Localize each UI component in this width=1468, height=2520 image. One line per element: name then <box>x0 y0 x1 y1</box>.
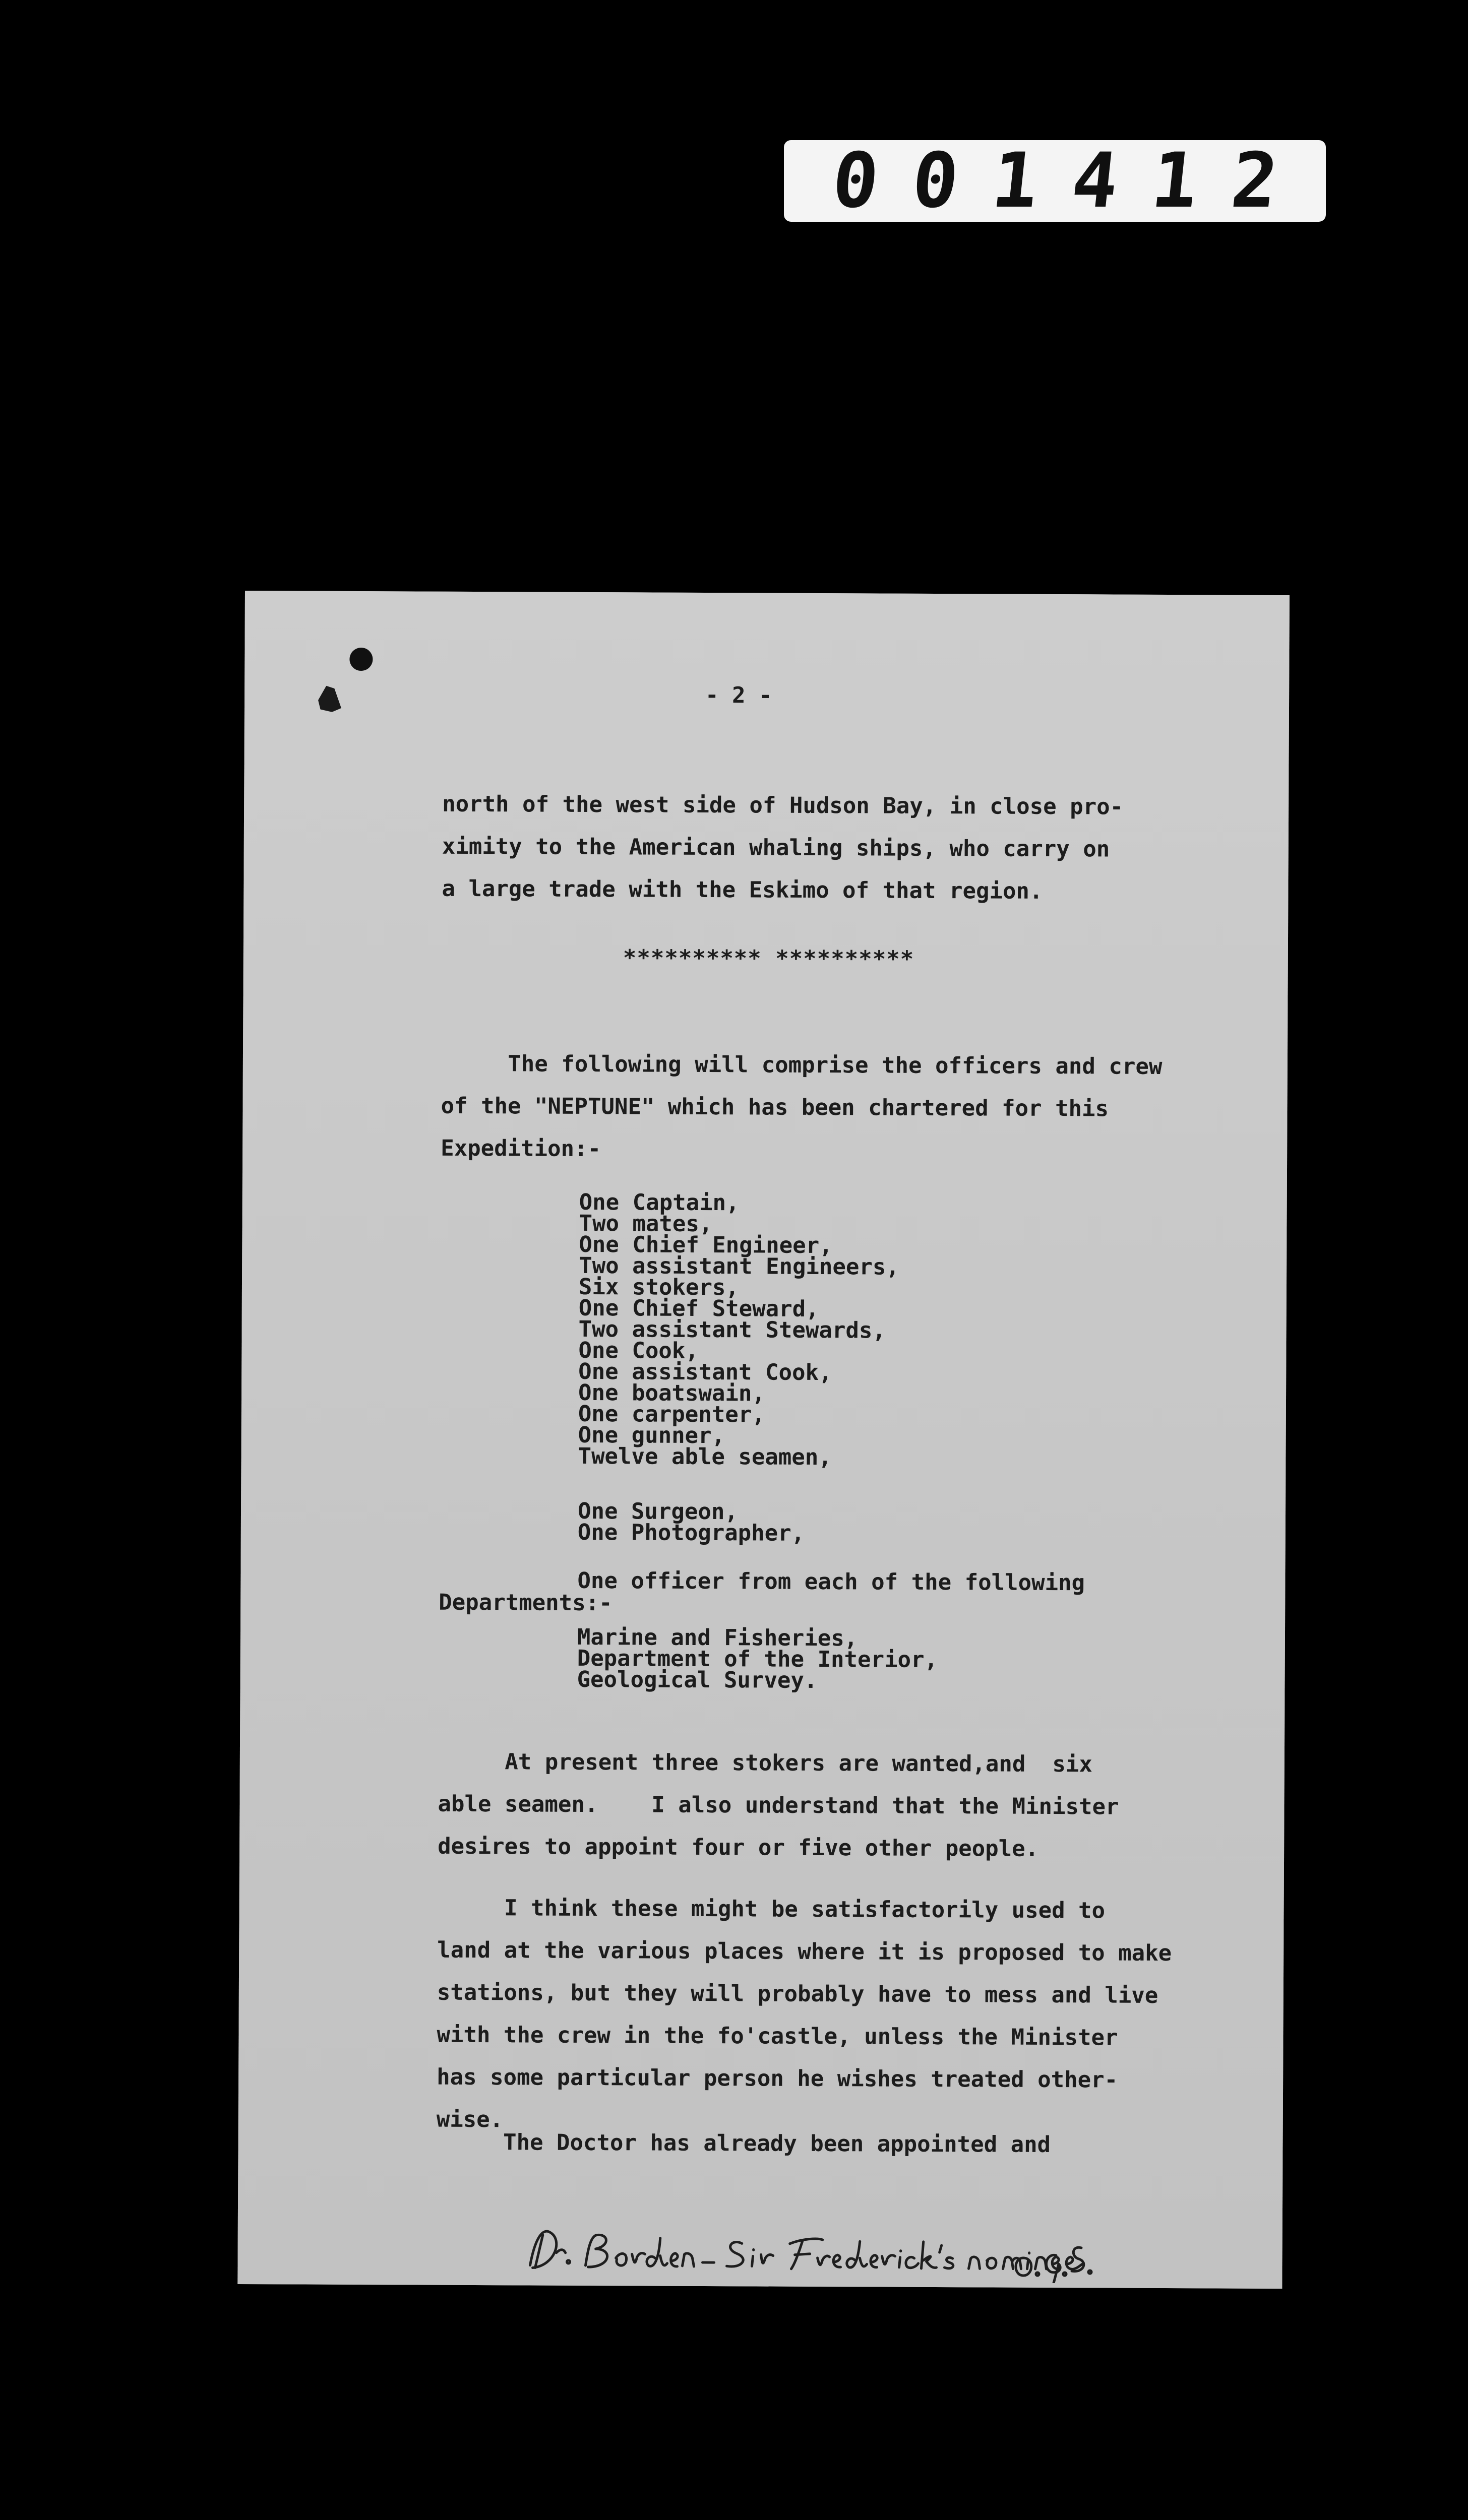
list-item: Two assistant Engineers, <box>579 1252 900 1280</box>
departments-heading: Departments:- <box>439 1589 613 1616</box>
frame-number-label <box>784 137 1326 225</box>
departments-intro-line: One officer from each of the following <box>577 1567 1085 1596</box>
paragraph-line: At present three stokers are wanted,and six <box>438 1748 1092 1778</box>
list-item: Two mates, <box>579 1210 713 1237</box>
list-item: One Chief Engineer, <box>579 1231 833 1259</box>
paragraph-line: has some particular person he wishes treated other- <box>437 2064 1118 2093</box>
punch-hole <box>349 648 373 671</box>
paragraph-line: with the crew in the fo'castle, unless the Minister <box>437 2022 1118 2051</box>
list-item: One carpenter, <box>578 1401 765 1428</box>
staff-list <box>577 1498 805 1546</box>
list-item: Department of the Interior, <box>577 1645 938 1673</box>
ink-mark <box>318 686 341 712</box>
list-item: One Surgeon, <box>577 1498 739 1525</box>
list-item: One gunner, <box>578 1422 725 1449</box>
list-item: Twelve able seamen, <box>578 1443 832 1471</box>
paragraph-line: wise. <box>436 2106 504 2133</box>
paragraph-3 <box>438 1741 1119 1871</box>
list-item: Marine and Fisheries, <box>577 1624 858 1652</box>
document-page <box>237 591 1290 2289</box>
list-item: One Captain, <box>579 1189 740 1216</box>
departments-intro <box>439 1569 1085 1617</box>
list-item: Six stokers, <box>578 1274 739 1301</box>
paragraph-line: a large trade with the Eskimo of that region. <box>442 875 1043 904</box>
list-item: One Photographer, <box>577 1519 805 1546</box>
list-item: One Cook, <box>578 1337 699 1364</box>
paragraph-line: north of the west side of Hudson Bay, in close pro- <box>442 791 1124 820</box>
list-item: Two assistant Stewards, <box>578 1316 886 1344</box>
frame-number: 001412 <box>828 137 1316 225</box>
paragraph-line: ximity to the American whaling ships, who carry on <box>442 833 1110 862</box>
list-item: One boatswain, <box>578 1379 766 1407</box>
handwritten-initials <box>1008 2228 1109 2283</box>
paragraph-line: land at the various places where it is proposed to make <box>437 1937 1172 1967</box>
paragraph-5 <box>436 2121 1051 2166</box>
paragraph-line: stations, but they will probably have to mess and live <box>437 1979 1158 2008</box>
paragraph-line: The Doctor has already been appointed and <box>436 2129 1051 2158</box>
paragraph-2 <box>441 1043 1163 1173</box>
crew-list <box>578 1189 900 1471</box>
paragraph-line: able seamen. I also understand that the Minister <box>438 1791 1119 1820</box>
list-item: One Chief Steward, <box>578 1295 819 1322</box>
paragraph-1 <box>442 783 1123 913</box>
paragraph-line: Expedition:- <box>441 1135 601 1162</box>
departments-list <box>577 1624 938 1693</box>
paragraph-line: desires to appoint four or five other people. <box>438 1833 1039 1862</box>
paragraph-4 <box>437 1887 1172 2144</box>
list-item: One assistant Cook, <box>578 1358 832 1386</box>
page-number: - 2 - <box>705 682 772 709</box>
paragraph-line: of the "NEPTUNE" which has been chartered for this <box>441 1093 1109 1122</box>
list-item: Geological Survey. <box>577 1666 818 1693</box>
paragraph-line: The following will comprise the officers and crew <box>441 1050 1163 1080</box>
separator-line: ********** ********** <box>623 945 914 972</box>
paragraph-line: I think these might be satisfactorily used to <box>437 1895 1106 1924</box>
